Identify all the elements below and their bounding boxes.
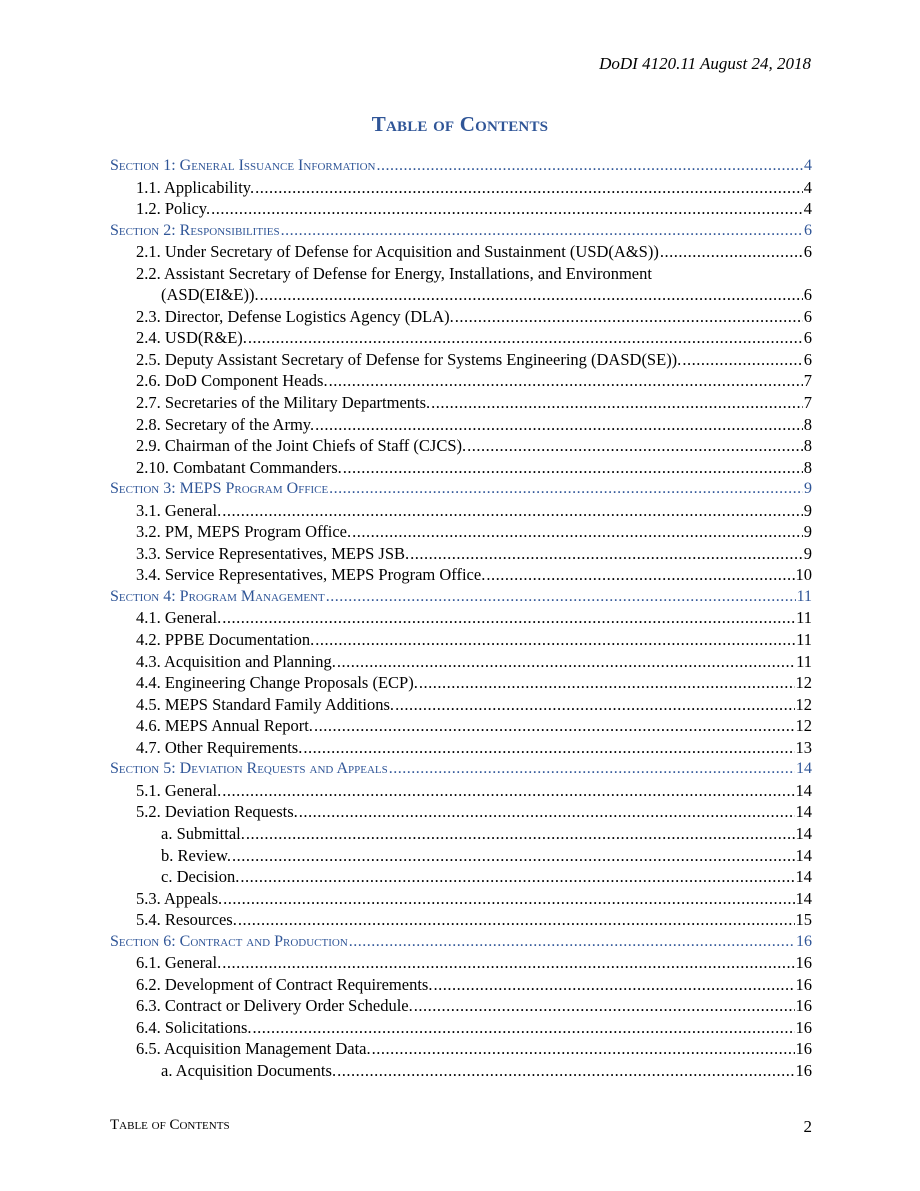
toc-page-number: 16 — [795, 953, 812, 973]
toc-leader-dots — [329, 370, 803, 392]
toc-page-number: 14 — [796, 760, 812, 778]
toc-entry[interactable] — [110, 241, 812, 263]
toc-leader-dots — [238, 909, 795, 931]
toc-entry-label: 4.1. General. — [136, 608, 222, 628]
toc-page-number: 11 — [796, 608, 812, 628]
toc-leader-dots — [222, 500, 803, 522]
toc-page-number: 12 — [795, 673, 812, 693]
toc-leader-dots — [255, 177, 803, 199]
toc-entry-label: 1.2. Policy. — [136, 199, 211, 219]
toc-page-number: 9 — [803, 543, 812, 563]
toc-section-entry[interactable] — [110, 220, 812, 242]
toc-entry[interactable] — [110, 651, 812, 673]
toc-leader-dots — [467, 435, 803, 457]
toc-entry[interactable] — [110, 888, 812, 910]
toc-page-number: 4 — [804, 157, 812, 174]
footer-title: Table of Contents — [110, 1117, 230, 1133]
toc-leader-dots — [486, 564, 794, 586]
toc-entry[interactable] — [110, 629, 812, 651]
toc-page-number: 14 — [795, 888, 812, 908]
toc-entry[interactable] — [110, 564, 812, 586]
toc-entry-label: 2.10. Combatant Commanders. — [136, 457, 342, 477]
toc-entry-label: 2.9. Chairman of the Joint Chiefs of Staff (CJCS). — [136, 436, 467, 456]
toc-entry[interactable] — [110, 414, 812, 436]
toc-entry-label: 6.4. Solicitations. — [136, 1017, 252, 1037]
toc-leader-dots — [222, 780, 794, 802]
toc-entry[interactable] — [110, 694, 812, 716]
toc-entry[interactable] — [110, 845, 812, 867]
toc-entry[interactable] — [110, 177, 812, 199]
toc-entry[interactable] — [110, 198, 812, 220]
toc-entry[interactable] — [110, 435, 812, 457]
toc-leader-dots — [372, 1038, 795, 1060]
toc-leader-dots — [314, 715, 795, 737]
toc-entry-label: 3.4. Service Representatives, MEPS Program Office. — [136, 565, 486, 585]
toc-entry[interactable] — [110, 521, 812, 543]
toc-entry-label: 2.7. Secretaries of the Military Departments. — [136, 393, 431, 413]
toc-entry[interactable] — [110, 801, 812, 823]
toc-leader-dots — [352, 521, 803, 543]
toc-leader-dots — [431, 392, 803, 414]
toc-entry-label: 4.2. PPBE Documentation. — [136, 630, 315, 650]
toc-leader-dots — [211, 198, 803, 220]
toc-entry[interactable] — [110, 1038, 812, 1060]
toc-leader-dots — [414, 995, 795, 1017]
toc-entry-label: 2.6. DoD Component Heads. — [136, 371, 328, 391]
toc-entry-label: 2.2. Assistant Secretary of Defense for Energy, Installations, and Environment — [136, 263, 652, 283]
toc-leader-dots — [337, 651, 795, 673]
toc-leader-dots — [281, 220, 803, 242]
toc-leader-dots — [223, 888, 794, 910]
page-title: Table of Contents — [371, 112, 549, 136]
toc-page-number: 4 — [803, 177, 812, 197]
toc-entry[interactable] — [110, 780, 812, 802]
toc-entry-label: 3.1. General. — [136, 500, 222, 520]
toc-entry[interactable] — [110, 349, 812, 371]
toc-entry-label: Section 5: Deviation Requests and Appeals — [110, 760, 388, 778]
toc-entry[interactable] — [110, 995, 812, 1017]
toc-entry-label: 5.4. Resources. — [136, 910, 237, 930]
toc-entry-label: 4.6. MEPS Annual Report. — [136, 716, 313, 736]
toc-page-number: 16 — [796, 932, 812, 950]
toc-entry-label: a. Submittal. — [161, 823, 245, 843]
toc-page-number: 16 — [795, 1060, 812, 1080]
toc-entry-label: 2.5. Deputy Assistant Secretary of Defense for Systems Engineering (DASD(SE)). — [136, 349, 682, 369]
toc-leader-dots — [410, 543, 803, 565]
toc-page-number: 11 — [796, 587, 812, 605]
toc-entry-label: 4.4. Engineering Change Proposals (ECP). — [136, 673, 418, 693]
toc-entry-label: 4.7. Other Requirements. — [136, 737, 303, 757]
toc-page-number: 6 — [803, 349, 812, 369]
toc-page-number: 14 — [795, 867, 812, 887]
toc-leader-dots — [253, 1017, 795, 1039]
toc-page-number: 12 — [795, 694, 812, 714]
toc-page-number: 6 — [804, 221, 812, 239]
toc-entry-label: Section 6: Contract and Production — [110, 932, 348, 950]
toc-entry[interactable] — [110, 974, 812, 996]
toc-page-number: 4 — [803, 199, 812, 219]
toc-page-number: 16 — [795, 1017, 812, 1037]
toc-entry-label: 6.5. Acquisition Management Data. — [136, 1039, 371, 1059]
toc-entry[interactable] — [110, 952, 812, 974]
toc-page-number: 10 — [795, 565, 812, 585]
toc-entry-label: 4.5. MEPS Standard Family Additions. — [136, 694, 395, 714]
toc-section-entry[interactable] — [110, 931, 812, 953]
toc-entry-label: b. Review. — [161, 845, 231, 865]
toc-page-number: 8 — [803, 414, 812, 434]
toc-page-number: 14 — [795, 823, 812, 843]
toc-leader-dots — [682, 349, 802, 371]
toc-page-number: 11 — [796, 651, 812, 671]
toc-entry-label: 2.3. Director, Defense Logistics Agency (DLA). — [136, 306, 454, 326]
toc-section-entry[interactable] — [110, 478, 812, 500]
toc-entry-label: 6.3. Contract or Delivery Order Schedule. — [136, 996, 413, 1016]
toc-page-number: 16 — [795, 974, 812, 994]
toc-entry[interactable] — [110, 715, 812, 737]
toc-page-number: 16 — [795, 1039, 812, 1059]
toc-leader-dots — [248, 327, 803, 349]
toc-leader-dots — [222, 952, 794, 974]
toc-leader-dots — [315, 414, 803, 436]
toc-leader-dots — [349, 931, 795, 953]
toc-entry[interactable] — [110, 284, 812, 306]
toc-entry[interactable] — [110, 1017, 812, 1039]
toc-entry-label: 6.1. General. — [136, 953, 222, 973]
toc-entry[interactable] — [110, 263, 812, 285]
toc-page-number: 9 — [803, 500, 812, 520]
toc-entry-label: 2.8. Secretary of the Army. — [136, 414, 315, 434]
document-reference-header: DoDI 4120.11 August 24, 2018 — [599, 54, 811, 73]
toc-leader-dots — [315, 629, 795, 651]
toc-page-number: 8 — [803, 457, 812, 477]
toc-entry-label: 3.3. Service Representatives, MEPS JSB. — [136, 543, 410, 563]
toc-entry-label: 5.3. Appeals. — [136, 888, 223, 908]
toc-page-number: 6 — [803, 242, 812, 262]
toc-section-entry[interactable] — [110, 155, 812, 177]
toc-page-number: 7 — [803, 371, 812, 391]
toc-leader-dots — [240, 866, 794, 888]
toc-entry-label: Section 3: MEPS Program Office — [110, 480, 329, 498]
toc-leader-dots — [299, 801, 795, 823]
toc-entry[interactable] — [110, 392, 812, 414]
toc-entry-label: 2.1. Under Secretary of Defense for Acquisition and Sustainment (USD(A&S)) — [136, 242, 659, 262]
toc-section-entry[interactable] — [110, 758, 812, 780]
toc-leader-dots — [395, 694, 794, 716]
toc-page-number: 9 — [803, 522, 812, 542]
toc-leader-dots — [455, 306, 803, 328]
toc-page-number: 6 — [803, 285, 812, 305]
toc-entry[interactable] — [110, 500, 812, 522]
toc-entry-label: (ASD(EI&E)). — [161, 285, 259, 305]
toc-entry-label: 6.2. Development of Contract Requirements. — [136, 974, 433, 994]
toc-entry-label: 4.3. Acquisition and Planning. — [136, 651, 336, 671]
page-footer — [110, 1117, 812, 1137]
toc-entry[interactable] — [110, 737, 812, 759]
toc-entry[interactable] — [110, 672, 812, 694]
toc-leader-dots — [246, 823, 795, 845]
toc-page-number: 16 — [795, 996, 812, 1016]
toc-page-number: 6 — [803, 328, 812, 348]
toc-section-entry[interactable] — [110, 586, 812, 608]
toc-page-number: 15 — [795, 910, 812, 930]
toc-leader-dots — [222, 607, 795, 629]
toc-entry[interactable] — [110, 866, 812, 888]
toc-page-number: 6 — [803, 306, 812, 326]
toc-entry-label: a. Acquisition Documents. — [161, 1060, 337, 1080]
footer-page-number: 2 — [803, 1117, 812, 1136]
toc-leader-dots — [419, 672, 795, 694]
toc-leader-dots — [329, 478, 803, 500]
toc-page-number: 9 — [804, 480, 812, 498]
toc-page-number: 7 — [803, 393, 812, 413]
toc-page-number: 11 — [796, 630, 812, 650]
toc-entry[interactable] — [110, 306, 812, 328]
toc-leader-dots — [377, 155, 803, 177]
toc-page-number: 14 — [795, 845, 812, 865]
toc-entry[interactable] — [110, 607, 812, 629]
toc-leader-dots — [232, 845, 795, 867]
toc-leader-dots — [660, 241, 803, 263]
toc-entry[interactable] — [110, 909, 812, 931]
toc-entry[interactable] — [110, 370, 812, 392]
toc-leader-dots — [343, 457, 803, 479]
toc-page-number: 14 — [795, 780, 812, 800]
toc-leader-dots — [260, 284, 803, 306]
toc-leader-dots — [326, 586, 796, 608]
toc-page-number: 14 — [795, 802, 812, 822]
toc-entry-label: Section 4: Program Management — [110, 587, 325, 605]
toc-page-number: 8 — [803, 436, 812, 456]
toc-leader-dots — [303, 737, 794, 759]
toc-entry[interactable] — [110, 327, 812, 349]
toc-entry[interactable] — [110, 823, 812, 845]
toc-entry-label: 5.1. General. — [136, 780, 222, 800]
toc-entry[interactable] — [110, 1060, 812, 1082]
toc-leader-dots — [337, 1060, 794, 1082]
toc-entry-label: c. Decision. — [161, 867, 240, 887]
toc-entry-label: 2.4. USD(R&E). — [136, 328, 247, 348]
toc-entry-label: 1.1. Applicability. — [136, 177, 255, 197]
toc-entry-label: Section 1: General Issuance Information — [110, 157, 376, 174]
toc-entry-label: Section 2: Responsibilities — [110, 221, 280, 239]
toc-entry[interactable] — [110, 457, 812, 479]
toc-entry-label: 5.2. Deviation Requests. — [136, 802, 298, 822]
toc-page-number: 13 — [795, 737, 812, 757]
table-of-contents — [110, 155, 812, 1082]
toc-entry[interactable] — [110, 543, 812, 565]
toc-leader-dots — [389, 758, 795, 780]
toc-entry-label: 3.2. PM, MEPS Program Office. — [136, 522, 352, 542]
toc-page-number: 12 — [795, 716, 812, 736]
toc-leader-dots — [433, 974, 794, 996]
